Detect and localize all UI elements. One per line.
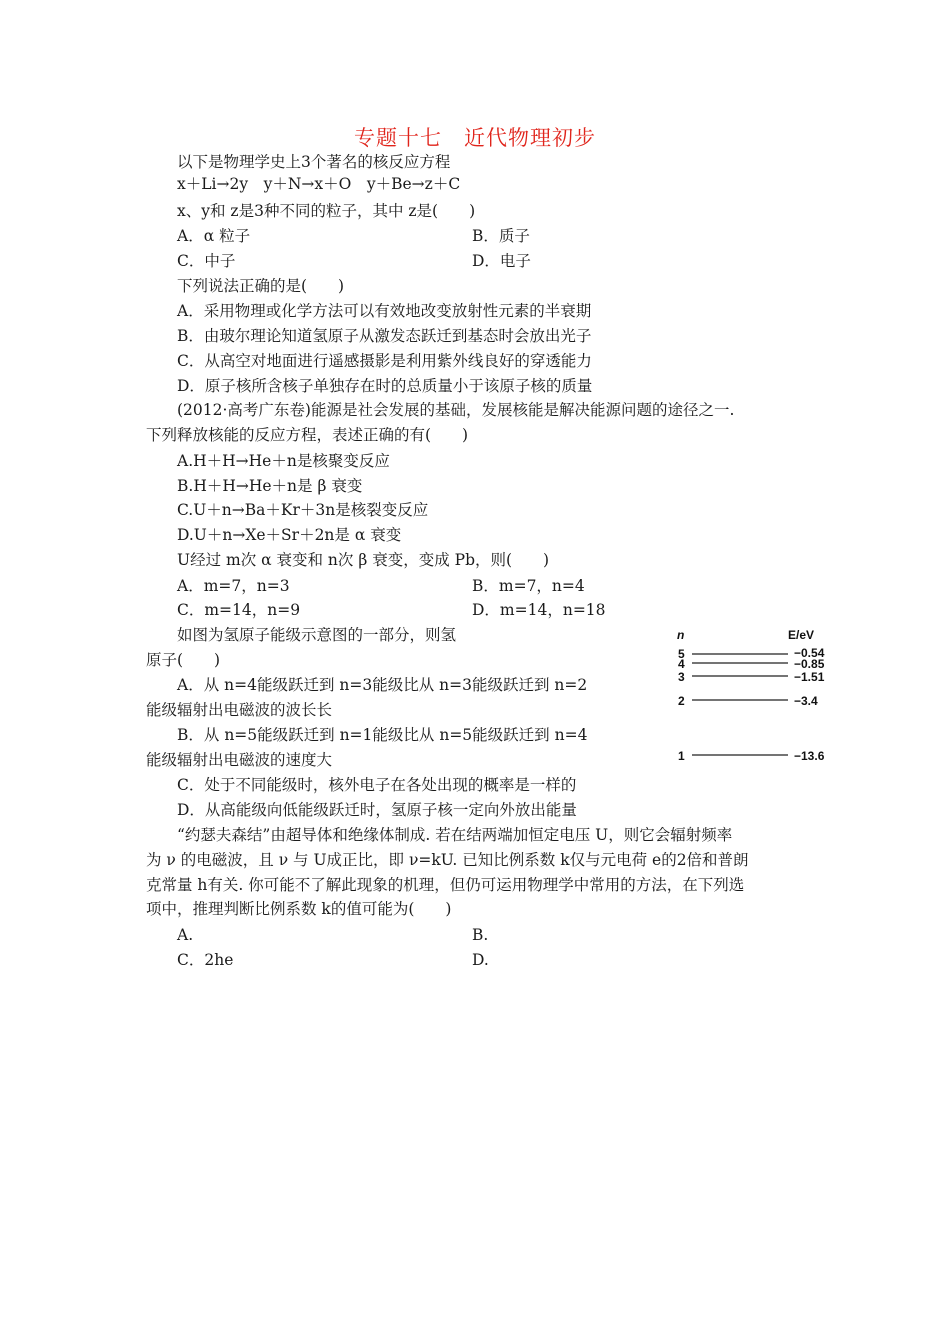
q2-option-d: D．原子核所含核子单独存在时的总质量小于该原子核的质量 — [177, 377, 593, 395]
q6-stem-cont-3: 项中，推理判断比例系数 k的值可能为( ) — [146, 900, 452, 918]
q3-option-c: C.U＋n→Ba＋Kr＋3n是核裂变反应 — [177, 501, 429, 519]
q3-option-a: A.H＋H→He＋n是核聚变反应 — [177, 452, 390, 470]
q5-option-b: B．从 n=5能级跃迁到 n=1能级比从 n=5能级跃迁到 n=4 — [177, 726, 588, 744]
diagram-n-header: n — [677, 628, 685, 642]
q1-stem: 以下是物理学史上3个著名的核反应方程 — [177, 153, 451, 171]
q2-option-a: A．采用物理或化学方法可以有效地改变放射性元素的半衰期 — [177, 302, 592, 320]
q4-option-d: D．m=14，n=18 — [472, 601, 606, 619]
q5-option-a: A．从 n=4能级跃迁到 n=3能级比从 n=3能级跃迁到 n=2 — [177, 676, 588, 694]
level-5-energy: −0.54 — [794, 646, 825, 660]
level-2-number: 2 — [678, 694, 685, 708]
q1-option-b: B．质子 — [472, 227, 530, 245]
q3-option-d: D.U＋n→Xe＋Sr＋2n是 α 衰变 — [177, 526, 402, 544]
level-1-number: 1 — [678, 749, 685, 763]
level-4-energy: −0.85 — [794, 657, 825, 671]
q2-option-b: B．由玻尔理论知道氢原子从激发态跃迁到基态时会放出光子 — [177, 327, 592, 345]
level-5-number: 5 — [678, 647, 685, 661]
q4-option-a: A．m=7，n=3 — [177, 577, 290, 595]
q5-stem: 如图为氢原子能级示意图的一部分，则氢 — [177, 626, 457, 644]
q4-option-c: C．m=14，n=9 — [177, 601, 301, 619]
q4-option-b: B．m=7，n=4 — [472, 577, 585, 595]
q3-option-b: B.H＋H→He＋n是 β 衰变 — [177, 477, 363, 495]
q5-option-d: D．从高能级向低能级跃迁时，氢原子核一定向外放出能量 — [177, 801, 577, 819]
q3-stem: (2012·高考广东卷)能源是社会发展的基础，发展核能是解决能源问题的途径之一. — [177, 401, 735, 419]
q6-stem-cont-1: 为 ν 的电磁波，且 ν 与 U成正比，即 ν=kU. 已知比例系数 k仅与元电荷 e的2倍和普朗 — [146, 851, 749, 869]
q6-option-d: D. — [472, 951, 489, 969]
q1-question: x、y和 z是3种不同的粒子，其中 z是( ) — [177, 202, 476, 220]
level-4-number: 4 — [678, 657, 685, 671]
q1-option-a: A．α 粒子 — [177, 227, 251, 245]
q6-option-b: B. — [472, 926, 489, 944]
q5-option-b-cont: 能级辐射出电磁波的速度大 — [146, 751, 333, 769]
q1-equations: x＋Li→2y y＋N→x＋O y＋Be→z＋C — [177, 175, 461, 193]
q3-stem-cont: 下列释放核能的反应方程，表述正确的有( ) — [146, 426, 469, 444]
q6-stem-cont-2: 克常量 h有关. 你可能不了解此现象的机理，但仍可运用物理学中常用的方法，在下列选 — [146, 876, 745, 894]
level-1-energy: −13.6 — [794, 749, 825, 763]
level-2-energy: −3.4 — [794, 694, 818, 708]
q5-option-a-cont: 能级辐射出电磁波的波长长 — [146, 701, 333, 719]
q5-option-c: C．处于不同能级时，核外电子在各处出现的概率是一样的 — [177, 776, 577, 794]
diagram-e-header: E/eV — [788, 628, 815, 642]
q2-stem: 下列说法正确的是( ) — [177, 277, 345, 295]
q1-option-c: C．中子 — [177, 252, 236, 270]
q6-option-a: A. — [177, 926, 194, 944]
q1-option-d: D．电子 — [472, 252, 531, 270]
q5-stem-cont: 原子( ) — [146, 651, 221, 669]
q4-stem: U经过 m次 α 衰变和 n次 β 衰变，变成 Pb，则( ) — [177, 551, 550, 569]
q6-stem: “约瑟夫森结”由超导体和绝缘体制成. 若在结两端加恒定电压 U，则它会辐射频率 — [177, 826, 733, 844]
q2-option-c: C．从高空对地面进行遥感摄影是利用紫外线良好的穿透能力 — [177, 352, 592, 370]
page-title: 专题十七 近代物理初步 — [354, 126, 596, 150]
q6-option-c: C．2he — [177, 951, 234, 969]
level-3-number: 3 — [678, 670, 685, 684]
level-3-energy: −1.51 — [794, 670, 825, 684]
